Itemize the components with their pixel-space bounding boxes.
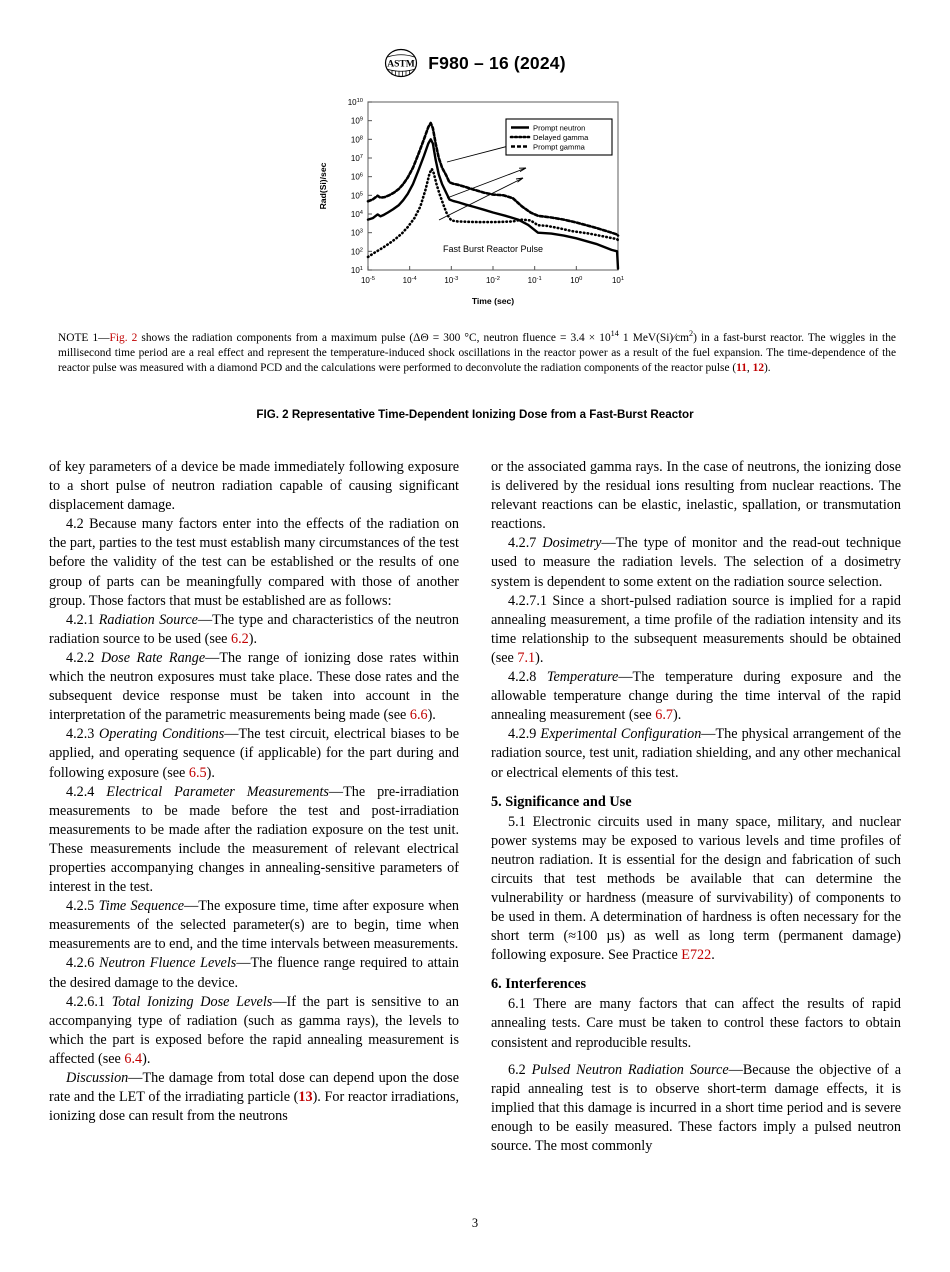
left-column	[49, 458, 459, 1156]
paragraph-6-2	[491, 1061, 901, 1156]
paragraph-term-p-4-2-1: Radiation Source	[98, 611, 198, 628]
paragraph-p-4-2-2	[49, 649, 459, 725]
paragraph-text-p-4-2: Because many factors enter into the effects of the radiation on the part, parties to the test must establish many circumstances of the test before the validity of the test can be established or the results of one group of parts can be meaningfully compared with those of another group. Those factors that must be established are as follows:	[49, 516, 459, 609]
paragraph-tail-p-4-2-7-1: ).	[535, 649, 544, 666]
axis-tick-label: $10^7$	[350, 154, 363, 163]
paragraph-text-p-4-2-6: —The fluence range required to attain the desired damage to the device.	[49, 955, 460, 991]
legend-label-prompt-neutron: Prompt neutron	[533, 123, 586, 133]
paragraph-tail-p-4-2-3: ).	[206, 764, 215, 781]
cross-reference-6.2[interactable]: 6.2	[231, 630, 249, 647]
paragraph-number-5-1: 5.1	[508, 813, 533, 830]
note-text-end: ).	[764, 361, 771, 374]
paragraph-number-p-4-2-6-1: 4.2.6.1	[66, 993, 112, 1010]
figure-caption: FIG. 2 Representative Time-Dependent Ionizing Dose from a Fast-Burst Reactor	[256, 408, 694, 421]
paragraph-text-p-4-2-9: —The physical arrangement of the radiation source, test unit, radiation shielding, and any other mechanical or electrical elements of this test.	[491, 726, 902, 781]
axis-tick-label: $10^0$	[570, 276, 583, 285]
axis-tick-label: $10^1$	[350, 266, 363, 275]
axis-tick-label: $10^2$	[350, 247, 363, 257]
section-heading-5: 5. Significance and Use	[491, 793, 632, 810]
cross-reference-6.6[interactable]: 6.6	[409, 707, 428, 724]
paragraph-number-p-4-2-9: 4.2.9	[508, 726, 541, 743]
axis-tick-label: $10^5$	[350, 191, 363, 201]
axis-tick-label: $10^{-4}$	[402, 276, 417, 285]
paragraph-term-p-4-2-5: Time Sequence	[98, 898, 185, 915]
paragraph-tail-p-4-2-2: ).	[427, 707, 436, 724]
paragraph-p-4-2-6	[49, 954, 459, 992]
axis-tick-label: $10^{-1}$	[527, 276, 542, 285]
paragraph-number-p-4-2-4: 4.2.4	[66, 783, 107, 800]
axis-tick-label: $10^9$	[350, 116, 363, 126]
axis-tick-label: $10^{-2}$	[485, 276, 501, 285]
paragraph-5-1	[491, 813, 901, 966]
paragraph-term-p-discussion: Discussion	[66, 1070, 129, 1086]
cross-reference-6.7[interactable]: 6.7	[655, 707, 673, 724]
cross-reference-6.4[interactable]: 6.4	[124, 1050, 143, 1067]
paragraph-text-p-4-2-8: —The temperature during exposure and the allowable temperature change during the time interval of the rapid annealing measurement (see	[491, 669, 901, 724]
paragraph-text-p-4-2-6-1: —If the part is sensitive to an accompanying type of radiation (such as gamma rays), the levels to which the part is exposed before the rapid annealing measurement is affected (see	[49, 993, 459, 1067]
chart-container	[310, 92, 640, 312]
paragraph-number-p-4-2-6: 4.2.6	[66, 955, 100, 972]
axis-tick-label: $10^4$	[350, 210, 363, 219]
paragraph-tail-p-4-2-1: ).	[248, 630, 258, 647]
bibliography-reference-13[interactable]: 13	[298, 1089, 313, 1106]
paragraph-number-p-4-2: 4.2	[66, 516, 90, 533]
axis-tick-label: $10^8$	[350, 135, 363, 145]
paragraph-text-5-1: Electronic circuits used in many space, military, and nuclear power systems may be exposed to various levels and time profiles of neutron radiation. It is essential for the design and fabrication of such circuits that test methods be available that can determine the vulnerability or hardness (measure of survivability) of components to be used in them. A determination of hardness is often necessary for the short term (≈100 µs) as well as long term (permanent damage) following exposure. See Practice	[491, 813, 901, 964]
note-sup-14: 14	[610, 329, 619, 339]
paragraph-spacer	[491, 1053, 901, 1061]
note-ref-separator: ,	[746, 361, 753, 374]
paragraph-text-p-4-2-7: —The type of monitor and the read-out technique used to measure the radiation levels. The selection of a dosimetry system is dependent to some extent on the radiation source selection.	[491, 535, 901, 590]
paragraph-p-cont-r	[491, 458, 901, 534]
note-label: NOTE 1—	[58, 332, 110, 344]
paragraph-number-p-4-2-1: 4.2.1	[66, 611, 99, 628]
axis-tick-label: $10^1$	[611, 276, 625, 285]
paragraph-text-p-4-2-2: —The range of ionizing dose rates within which the neutron exposures must take place. These dose rates and the subsequent device response must be taken into account in the interpretation of the parametric measurements being made (see	[49, 649, 459, 724]
paragraph-tail-p-4-2-6-1: ).	[142, 1050, 151, 1067]
axis-tick-label: $10^{-3}$	[444, 276, 459, 285]
paragraph-number-p-4-2-7-1: 4.2.7.1	[508, 592, 553, 609]
paragraph-number-p-4-2-3: 4.2.3	[66, 726, 100, 743]
paragraph-p-4-2-3	[49, 725, 459, 782]
paragraph-text-p-cont-r: or the associated gamma rays. In the case of neutrons, the ionizing dose is delivered by the residual ions resulting from nuclear reactions. The relevant reactions can be elastic, inelastic, spallation, or transmutation reactions.	[491, 459, 901, 533]
x-axis-title: Time (sec)	[471, 296, 515, 306]
paragraph-number-6-2: 6.2	[508, 1061, 532, 1078]
paragraph-tail-p-discussion: ). For reactor irradiations, ionizing dose can result from the neutrons	[49, 1089, 459, 1125]
paragraph-text-p-4-2-4: —The pre-irradiation measurements to be made before the test and post-irradiation measurements to be made after the radiation exposure on the test unit. These measurements include the measurement of relevant electrical properties accompanying changes in annealing-sensitive parameters of interest in the test.	[49, 783, 459, 896]
note-ref-12[interactable]: 12	[752, 361, 765, 374]
paragraph-text-p-discussion: —The damage from total dose can depend upon the dose rate and the LET of the irradiating particle (	[49, 1070, 459, 1106]
standard-designation: F980 – 16 (2024)	[428, 52, 566, 73]
astm-logo-icon	[384, 48, 418, 78]
paragraph-text-p-cont: of key parameters of a device be made immediately following exposure to a short pulse of neutron radiation capable of causing significant displacement damage.	[49, 459, 459, 514]
paragraph-term-p-4-2-9: Experimental Configuration	[540, 726, 702, 743]
right-column	[491, 458, 901, 1156]
note-figure-ref[interactable]: Fig. 2	[109, 332, 138, 344]
axis-tick-label: $10^{-5}$	[360, 276, 376, 285]
paragraph-text-p-4-2-3: —The test circuit, electrical biases to be applied, and operating sequence (if applicable) for the part during and following exposure (see	[49, 726, 460, 781]
paragraph-text-6-2: —Because the objective of a rapid annealing test is to observe short-term damage effects, it is implied that this damage is incurred in a short time period and is severe enough to be easily measured. These factors imply a pulsed neutron source. The most commonly	[491, 1061, 902, 1154]
paragraph-number-p-4-2-8: 4.2.8	[508, 669, 547, 686]
paragraph-text-p-4-2-1: —The type and characteristics of the neutron radiation source to be used (see	[49, 611, 459, 647]
note-ref-11[interactable]: 11	[736, 361, 747, 374]
legend-label-prompt-gamma: Prompt gamma	[533, 142, 585, 152]
paragraph-p-4-2	[49, 515, 459, 610]
paragraph-p-4-2-9	[491, 725, 901, 782]
cross-reference-7.1[interactable]: 7.1	[517, 649, 536, 666]
y-axis-title: Rad(Si)/sec	[318, 162, 328, 210]
paragraph-p-4-2-4	[49, 783, 459, 898]
paragraph-p-4-2-1	[49, 611, 459, 649]
figure-2	[0, 92, 950, 317]
paragraph-6-1	[491, 995, 901, 1052]
paragraph-p-4-2-6-1	[49, 993, 459, 1069]
paragraph-p-4-2-7	[491, 534, 901, 591]
chart-annotation-label: Fast Burst Reactor Pulse	[442, 244, 544, 254]
axis-tick-label: $10^6$	[350, 172, 363, 182]
paragraph-text-p-4-2-5: —The exposure time, time after exposure when measurements of the selected parameter(s) are to begin, time when measurements are to end, and the time intervals between measurements.	[49, 898, 460, 953]
svg-text:ASTM: ASTM	[387, 59, 415, 70]
time-dependent-dose-chart	[310, 92, 640, 312]
paragraph-p-discussion	[49, 1069, 459, 1126]
paragraph-term-p-4-2-4: Electrical Parameter Measurements	[106, 783, 329, 800]
paragraph-term-p-4-2-8: Temperature	[546, 669, 619, 686]
paragraph-term-p-4-2-3: Operating Conditions	[99, 726, 225, 743]
page-number: 3	[471, 1216, 479, 1230]
cross-reference-6.5[interactable]: 6.5	[188, 764, 207, 781]
paragraph-p-4-2-5	[49, 897, 459, 954]
axis-tick-label: $10^{10}$	[347, 98, 363, 107]
paragraph-term-p-4-2-7: Dosimetry	[542, 535, 602, 552]
note-text-part3: ) in a fast-burst reactor. The wiggles in the millisecond time period are a real effect and represent the temperature-induced shock oscillations in the reactor power as a result of the fuel expansion. The time-dependence of the reactor pulse was measured with a diamond PCD and the calculations were performed to deconvolute the radiation components of the reactor pulse (	[58, 332, 896, 374]
note-sup-2: 2	[689, 329, 694, 339]
note-text-part2: 1 MeV(Si)∕cm	[618, 332, 690, 344]
paragraph-tail-p-4-2-8: ).	[673, 707, 682, 724]
legend-label-delayed-gamma: Delayed gamma	[533, 133, 589, 142]
paragraph-number-p-4-2-5: 4.2.5	[66, 898, 99, 915]
paragraph-p-cont	[49, 458, 459, 515]
paragraph-p-4-2-8	[491, 668, 901, 725]
page-header	[0, 48, 950, 83]
paragraph-p-4-2-7-1	[491, 592, 901, 668]
paragraph-number-6-1: 6.1	[508, 996, 534, 1013]
body-columns	[49, 458, 901, 1156]
paragraph-tail-5-1: .	[711, 947, 715, 964]
paragraph-number-p-4-2-7: 4.2.7	[508, 535, 543, 552]
paragraph-term-p-4-2-6: Neutron Fluence Levels	[99, 955, 237, 972]
paragraph-term-p-4-2-6-1: Total Ionizing Dose Levels	[111, 993, 273, 1010]
paragraph-term-p-4-2-2: Dose Rate Range	[100, 649, 206, 666]
figure-note	[58, 331, 896, 375]
paragraph-text-6-1: There are many factors that can affect the results of rapid annealing tests. Care must be taken to control these factors to obtain consistent and reproducible results.	[491, 996, 901, 1051]
paragraph-number-p-4-2-2: 4.2.2	[66, 649, 101, 666]
paragraph-text-p-4-2-7-1: Since a short-pulsed radiation source is implied for a rapid annealing measurement, a time profile of the radiation intensity and its time relationship to the subsequent measurements should be obtained (see	[491, 592, 902, 666]
cross-reference-E722[interactable]: E722	[681, 947, 712, 964]
section-heading-6: 6. Interferences	[491, 976, 587, 993]
chart-legend	[506, 119, 612, 155]
axis-tick-label: $10^3$	[350, 228, 363, 238]
paragraph-term-6-2: Pulsed Neutron Radiation Source	[531, 1061, 729, 1078]
note-text-part1: shows the radiation components from a maximum pulse (ΔΘ = 300 °C, neutron fluence = 3.4 × 10	[137, 332, 611, 344]
